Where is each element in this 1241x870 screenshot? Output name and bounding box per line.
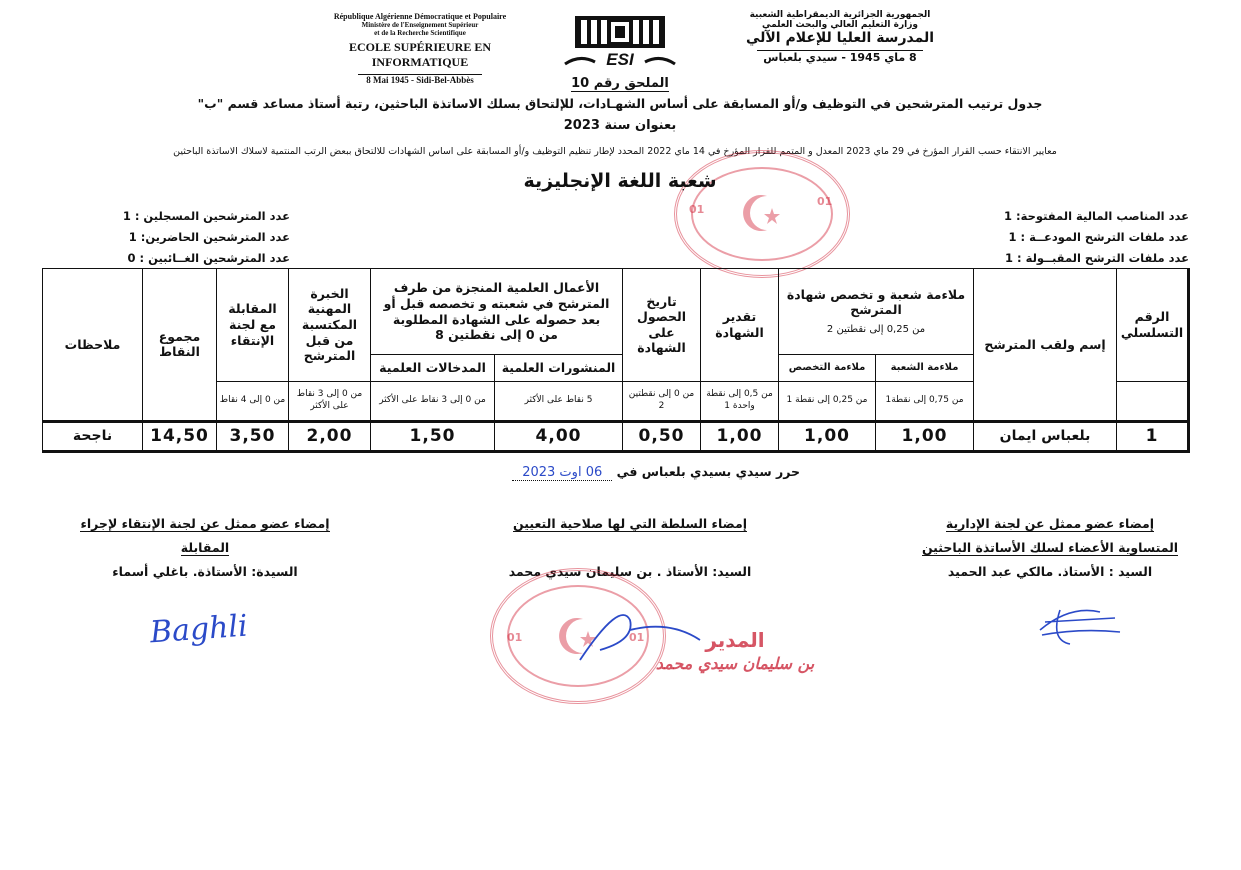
annex-title-text: الملحق رقم 10 (571, 76, 669, 91)
stamp-top-number-right: 01 (817, 195, 833, 208)
cell-publications: 4,00 (495, 421, 623, 451)
cell-date: 0,50 (623, 421, 701, 451)
signature-right (900, 512, 1200, 584)
header-suitability (779, 269, 974, 355)
header-serial-blank (1117, 381, 1189, 421)
director-stamp-name: بن سليمان سيدي محمد (655, 654, 815, 673)
range-branch-fit: من 0,75 إلى نقطة1 (876, 381, 974, 421)
director-stamp-title: المدير (705, 628, 765, 652)
sig-center-title: إمضاء السلطة التي لها صلاحية التعيين (513, 516, 747, 531)
school-logo (555, 10, 685, 72)
header-works-range: من 0 إلى نقطتين 8 (435, 327, 558, 343)
header-serial: الرقم التسلسلي (1117, 269, 1189, 382)
sig-right-title-1: إمضاء عضو ممثل عن لجنة الإدارية (945, 516, 1155, 531)
count-absent: عدد المترشحين الغــائبين : 0 (127, 251, 290, 265)
stamp-bottom-number-left: 01 (507, 631, 523, 644)
table-row (43, 421, 1189, 451)
cell-remarks: ناجحة (43, 421, 143, 451)
cell-interview: 3,50 (217, 421, 289, 451)
header-ar-school: المدرسة العليا للإعلام الآلي (745, 30, 935, 46)
criteria-text: معايير الانتقاء حسب القرار المؤرخ في 29 ماي 2023 المعدل و المتمم للقرار المؤرخ في 14 ماي 2022 المحدد لإطار تنظيم التوظيف و/أو المسابقة على اساس الشهادات للالتحاق ببعض الرتب المنتمية لاسلاك الاساتذة الباحثين (173, 146, 1057, 157)
header-communications: المدخالات العلمية (371, 355, 495, 381)
sig-left-title-2: المقابلة (180, 540, 230, 555)
header-works-label: الأعمال العلمية المنجزة من طرف المترشح في شعبته و تخصصه قبل أو بعد حصوله على الشهادة المطلوبة (383, 280, 610, 327)
header-fr-line3: et de la Recherche Scientifique (374, 29, 466, 37)
stamp-top-number-left: 01 (689, 203, 705, 216)
header-suitability-label: ملاءمة شعبة و تخصص شهادة المترشح (786, 286, 966, 318)
sig-center-name: السيد: الأستاذ . بن سليمان سيدي محمد (508, 564, 752, 579)
star-crescent-icon (737, 188, 787, 238)
annex-title (470, 76, 770, 91)
cell-spec-fit: 1,00 (779, 421, 876, 451)
sig-right-name: السيد : الأستاذ. مالكي عبد الحميد (947, 564, 1153, 579)
header-arabic (700, 10, 980, 65)
cell-grade: 1,00 (701, 421, 779, 451)
count-files-deposited: عدد ملفات الترشح المودعــة : 1 (1008, 230, 1189, 244)
cell-total: 14,50 (143, 421, 217, 451)
header-suitability-range: من 0,25 إلى نقطتين 2 (826, 324, 926, 336)
stamp-bottom-number-right: 01 (629, 631, 645, 644)
header-name: إسم ولقب المترشح (974, 269, 1117, 422)
header-works (371, 269, 623, 355)
count-registered: عدد المترشحين المسجلين : 1 (122, 209, 290, 223)
signature-left (40, 512, 370, 584)
year-title: بعنوان سنة 2023 (563, 118, 677, 133)
header-fr-school: ECOLE SUPÉRIEURE EN INFORMATIQUE (348, 40, 492, 69)
header-fr-line2: Ministère de l'Enseignement Supérieur (361, 21, 479, 29)
range-experience: من 0 إلى 3 نقاط على الأكثر (289, 381, 371, 421)
signature-center (470, 512, 790, 584)
header-interview: المقابلة مع لجنة الإنتقاء (217, 269, 289, 382)
place-date: 06 اوت 2023 (512, 465, 612, 481)
header-grade: تقدير الشهادة (701, 269, 779, 382)
range-spec-fit: من 0,25 إلى نقطة 1 (779, 381, 876, 421)
counts-right (889, 206, 1189, 269)
cell-communications: 1,50 (371, 421, 495, 451)
header-spec-fit: ملاءمة التخصص (779, 355, 876, 381)
header-remarks: ملاحظات (43, 269, 143, 422)
range-interview: من 0 إلى 4 نقاط (217, 381, 289, 421)
branch-title: شعبة اللغة الإنجليزية (523, 170, 717, 192)
header-ar-line1: الجمهورية الجزائرية الديمقراطية الشعبية (749, 10, 931, 20)
director-stamp (640, 628, 830, 676)
counts-left (40, 206, 290, 269)
range-grade: من 0,5 إلى نقطة واحدة 1 (701, 381, 779, 421)
place-date-line (440, 464, 800, 480)
range-date: من 0 إلى نقطتين 2 (623, 381, 701, 421)
place-text: حرر سيدي بسيدي بلعباس في (616, 464, 800, 479)
ranking-table (42, 268, 1190, 453)
header-ar-line2: وزارة التعليم العالي والبحث العلمي (761, 20, 919, 30)
header-total: مجموع النقاط (143, 269, 217, 422)
signature-right-scribble-icon (1030, 600, 1130, 650)
count-present: عدد المترشحين الحاضرين: 1 (128, 230, 290, 244)
signature-left-handwritten: Baghli (148, 608, 249, 651)
school-logo-text: ESI (606, 50, 634, 69)
sig-left-title-1: إمضاء عضو ممثل عن لجنة الإنتقاء لإجراء (80, 516, 330, 531)
cell-experience: 2,00 (289, 421, 371, 451)
main-title: جدول ترتيب المترشحين في التوظيف و/أو المسابقة على أساس الشهـادات، للإلتحاق بسلك الاساتذة الباحثين، رتبة أستاذ مساعد قسم "ب" (197, 96, 1043, 111)
count-files-accepted: عدد ملفات الترشح المقبــولة : 1 (1004, 251, 1189, 265)
header-fr-line1: République Algérienne Démocratique et Populaire (333, 12, 507, 21)
header-publications: المنشورات العلمية (495, 355, 623, 381)
range-publications: 5 نقاط على الأكثر (495, 381, 623, 421)
sig-left-name: السيدة: الأستاذة. باغلي أسماء (112, 564, 298, 579)
cell-name: بلعباس ايمان (974, 421, 1117, 451)
cell-serial: 1 (1117, 421, 1189, 451)
header-branch-fit: ملاءمة الشعبة (876, 355, 974, 381)
header-experience: الخبرة المهنية المكتسبة من قبل المترشح (289, 269, 371, 382)
cell-branch-fit: 1,00 (876, 421, 974, 451)
range-communications: من 0 إلى 3 نقاط على الأكثر (371, 381, 495, 421)
header-fr-date: 8 Mai 1945 - Sidi-Bel-Abbès (358, 74, 482, 85)
header-ar-date: 8 ماي 1945 - سيدي بلعباس (757, 50, 922, 64)
count-open-posts: عدد المناصب المالية المفتوحة: 1 (1004, 209, 1189, 223)
sig-right-title-2: المتساوية الأعضاء لسلك الأساتذة الباحثين (921, 540, 1179, 555)
header-date: تاريخ الحصول على الشهادة (623, 269, 701, 382)
